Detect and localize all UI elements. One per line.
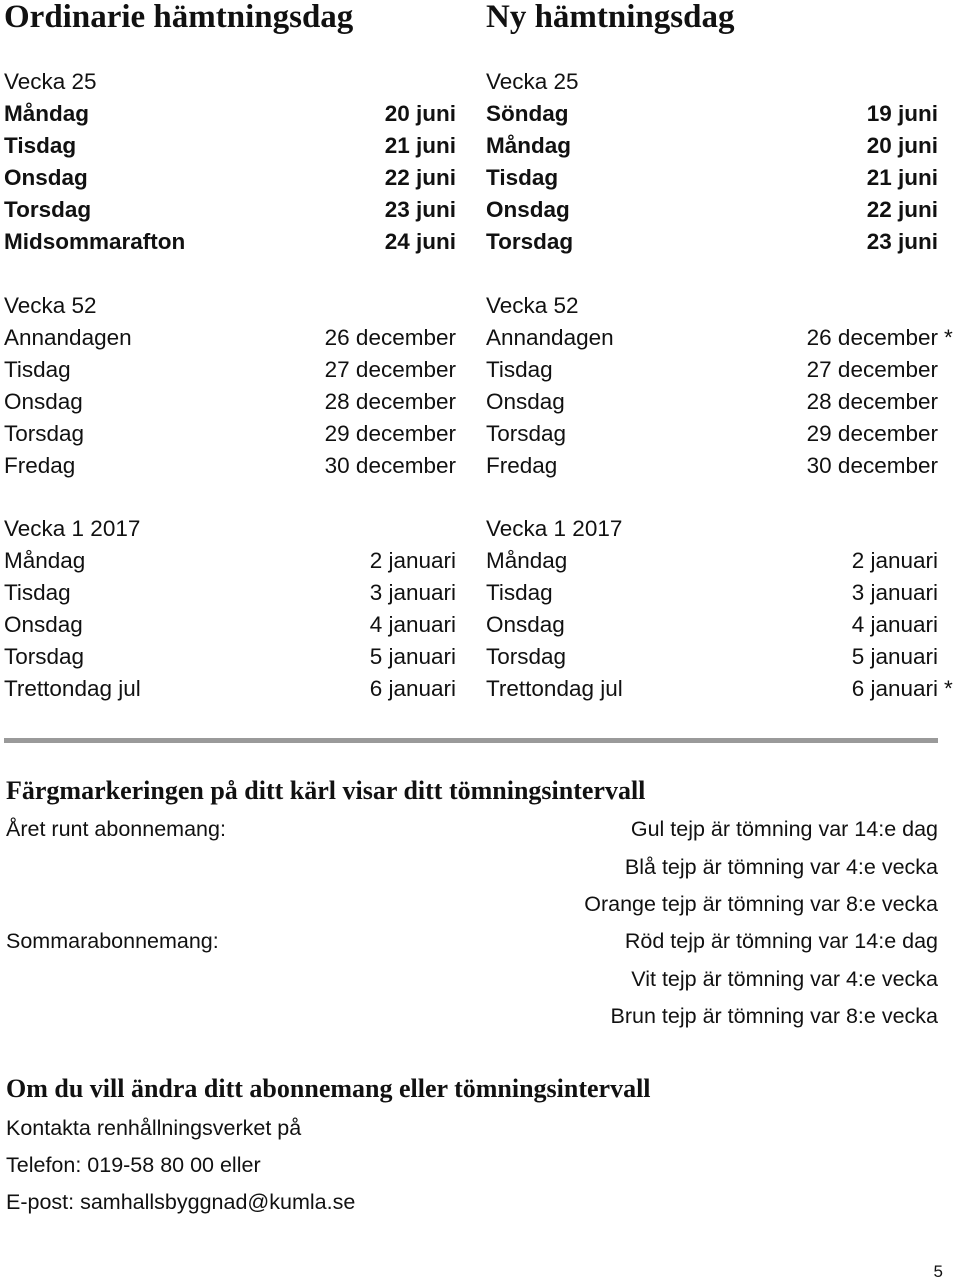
pickup-date xyxy=(867,194,938,226)
schedule-row xyxy=(4,98,456,130)
schedule-row xyxy=(486,418,938,450)
week-block xyxy=(486,513,953,705)
schedule-row xyxy=(486,450,938,482)
pickup-date xyxy=(370,673,456,705)
schedule-row xyxy=(4,673,456,705)
tape-color-interval: Röd tejp är tömning var 14:e dag xyxy=(624,929,938,953)
weekday-label: Torsdag xyxy=(4,421,85,446)
schedule-row xyxy=(486,545,938,577)
pickup-date xyxy=(385,226,456,258)
week-label: Vecka 52 xyxy=(4,293,97,318)
weekday-label: Tisdag xyxy=(486,357,553,382)
phone-number: Telefon: 019-58 80 00 eller xyxy=(6,1153,261,1177)
pickup-date-text: 27 december xyxy=(324,357,456,382)
weekday-label: Måndag xyxy=(4,101,90,126)
pickup-date-text: 22 juni xyxy=(866,197,938,222)
legend-row xyxy=(6,886,938,923)
schedule-row xyxy=(4,194,456,226)
pickup-date-text: 20 juni xyxy=(866,133,938,158)
schedule-row xyxy=(4,545,456,577)
weekday-label: Trettondag jul xyxy=(486,676,623,701)
tape-color-interval: Gul tejp är tömning var 14:e dag xyxy=(630,817,938,841)
pickup-date xyxy=(806,322,953,354)
weekday-label: Onsdag xyxy=(486,197,570,222)
subscription-type-label: Året runt abonnemang: xyxy=(6,817,226,841)
pickup-date xyxy=(385,194,456,226)
week-label: Vecka 25 xyxy=(4,69,97,94)
weekday-label: Tisdag xyxy=(4,580,71,605)
legend-row xyxy=(6,961,938,998)
tape-color-interval: Brun tejp är tömning var 8:e vecka xyxy=(610,1004,938,1028)
pickup-date-text: 30 december xyxy=(324,453,456,478)
pickup-date xyxy=(852,641,938,673)
weekday-label: Måndag xyxy=(486,133,572,158)
pickup-date-text: 6 januari xyxy=(369,676,456,701)
schedule-row xyxy=(486,162,938,194)
pickup-date-text: 22 juni xyxy=(384,165,456,190)
schedule-row xyxy=(4,354,456,386)
schedule-row xyxy=(486,673,953,705)
schedule-row xyxy=(4,386,456,418)
legend-row xyxy=(6,811,938,848)
pickup-date xyxy=(867,130,938,162)
asterisk-note-marker: * xyxy=(944,676,953,701)
pickup-date xyxy=(385,98,456,130)
week-label: Vecka 52 xyxy=(486,293,579,318)
pickup-date-text: 26 december xyxy=(324,325,456,350)
pickup-date-text: 27 december xyxy=(806,357,938,382)
pickup-date-text: 4 januari xyxy=(851,612,938,637)
subscription-type-label: Sommarabonnemang: xyxy=(6,929,219,953)
tape-color-interval: Blå tejp är tömning var 4:e vecka xyxy=(624,855,938,879)
contact-heading: Om du vill ändra ditt abonnemang eller tömningsintervall xyxy=(6,1074,651,1103)
weekday-label: Onsdag xyxy=(486,389,565,414)
weekday-label: Fredag xyxy=(486,453,558,478)
schedule-row xyxy=(4,450,456,482)
pickup-date-text: 4 januari xyxy=(369,612,456,637)
pickup-date xyxy=(370,545,456,577)
pickup-date xyxy=(852,545,938,577)
weekday-label: Onsdag xyxy=(4,612,83,637)
pickup-date xyxy=(807,386,938,418)
week-block xyxy=(4,290,456,482)
pickup-date xyxy=(325,386,456,418)
schedule-row xyxy=(486,609,938,641)
pickup-date xyxy=(851,673,953,705)
asterisk-note-marker: * xyxy=(944,325,953,350)
pickup-date-text: 5 januari xyxy=(851,644,938,669)
pickup-date-text: 30 december xyxy=(806,453,938,478)
email-address: E-post: samhallsbyggnad@kumla.se xyxy=(6,1190,356,1214)
week-label: Vecka 1 2017 xyxy=(4,516,141,541)
schedule-row xyxy=(486,386,938,418)
pickup-date xyxy=(370,641,456,673)
schedule-row xyxy=(486,577,938,609)
week-block xyxy=(4,66,456,258)
schedule-row xyxy=(486,226,938,258)
weekday-label: Fredag xyxy=(4,453,76,478)
column-title: Ny hämtningsdag xyxy=(486,0,735,35)
pickup-date-text: 3 januari xyxy=(369,580,456,605)
schedule-row xyxy=(4,130,456,162)
new-pickup-column xyxy=(486,0,953,701)
legend-row xyxy=(6,849,938,886)
weekday-label: Tisdag xyxy=(486,580,553,605)
pickup-date xyxy=(807,418,938,450)
weekday-label: Torsdag xyxy=(4,197,92,222)
schedule-row xyxy=(486,194,938,226)
weekday-label: Måndag xyxy=(4,548,86,573)
pickup-date-text: 29 december xyxy=(806,421,938,446)
pickup-date-text: 24 juni xyxy=(384,229,456,254)
pickup-date xyxy=(867,162,938,194)
pickup-date-text: 21 juni xyxy=(384,133,456,158)
week-block xyxy=(486,66,938,258)
pickup-date xyxy=(867,226,938,258)
weekday-label: Torsdag xyxy=(486,421,567,446)
weekday-label: Söndag xyxy=(486,101,569,126)
schedule-row xyxy=(4,418,456,450)
weekday-label: Onsdag xyxy=(486,612,565,637)
schedule-row xyxy=(4,609,456,641)
schedule-row xyxy=(486,641,938,673)
schedule-row xyxy=(4,226,456,258)
schedule-row xyxy=(4,322,456,354)
week-label: Vecka 25 xyxy=(486,69,579,94)
pickup-date xyxy=(325,322,456,354)
weekday-label: Torsdag xyxy=(486,644,567,669)
pickup-date xyxy=(852,609,938,641)
schedule-row xyxy=(4,641,456,673)
pickup-date xyxy=(325,354,456,386)
column-title: Ordinarie hämtningsdag xyxy=(4,0,354,35)
pickup-date xyxy=(325,418,456,450)
schedule-row xyxy=(486,322,953,354)
pickup-date xyxy=(385,130,456,162)
weekday-label: Måndag xyxy=(486,548,568,573)
week-label: Vecka 1 2017 xyxy=(486,516,623,541)
pickup-date xyxy=(370,577,456,609)
pickup-date xyxy=(370,609,456,641)
week-block xyxy=(4,513,456,705)
schedule-row xyxy=(486,130,938,162)
weekday-label: Tisdag xyxy=(486,165,559,190)
tape-color-interval: Vit tejp är tömning var 4:e vecka xyxy=(631,967,938,991)
schedule-row xyxy=(486,354,938,386)
pickup-date-text: 20 juni xyxy=(384,101,456,126)
legend-row xyxy=(6,923,938,960)
pickup-date-text: 6 januari xyxy=(851,676,938,701)
weekday-label: Annandagen xyxy=(486,325,614,350)
pickup-date-text: 2 januari xyxy=(851,548,938,573)
schedule-row xyxy=(486,98,938,130)
pickup-date-text: 28 december xyxy=(806,389,938,414)
pickup-date xyxy=(807,354,938,386)
pickup-date xyxy=(807,450,938,482)
pickup-date xyxy=(867,98,938,130)
pickup-date-text: 26 december xyxy=(806,325,938,350)
pickup-date-text: 2 januari xyxy=(369,548,456,573)
pickup-date-text: 3 januari xyxy=(851,580,938,605)
pickup-date-text: 29 december xyxy=(324,421,456,446)
contact-intro: Kontakta renhållningsverket på xyxy=(6,1116,302,1140)
pickup-date xyxy=(852,577,938,609)
weekday-label: Annandagen xyxy=(4,325,132,350)
schedule-row xyxy=(4,162,456,194)
weekday-label: Midsommarafton xyxy=(4,229,186,254)
weekday-label: Onsdag xyxy=(4,165,88,190)
legend-heading: Färgmarkeringen på ditt kärl visar ditt tömningsintervall xyxy=(6,776,646,805)
schedule-row xyxy=(4,577,456,609)
legend-row xyxy=(6,998,938,1035)
page-number: 5 xyxy=(933,1262,943,1281)
pickup-date xyxy=(325,450,456,482)
weekday-label: Torsdag xyxy=(4,644,85,669)
pickup-date-text: 5 januari xyxy=(369,644,456,669)
pickup-date-text: 28 december xyxy=(324,389,456,414)
ordinary-pickup-column xyxy=(4,0,456,701)
pickup-date xyxy=(385,162,456,194)
weekday-label: Tisdag xyxy=(4,357,71,382)
weekday-label: Onsdag xyxy=(4,389,83,414)
pickup-date-text: 19 juni xyxy=(866,101,938,126)
pickup-date-text: 23 juni xyxy=(866,229,938,254)
weekday-label: Tisdag xyxy=(4,133,77,158)
pickup-date-text: 21 juni xyxy=(866,165,938,190)
tape-color-interval: Orange tejp är tömning var 8:e vecka xyxy=(584,892,938,916)
section-divider xyxy=(4,738,938,743)
week-block xyxy=(486,290,953,482)
weekday-label: Trettondag jul xyxy=(4,676,141,701)
pickup-date-text: 23 juni xyxy=(384,197,456,222)
weekday-label: Torsdag xyxy=(486,229,574,254)
